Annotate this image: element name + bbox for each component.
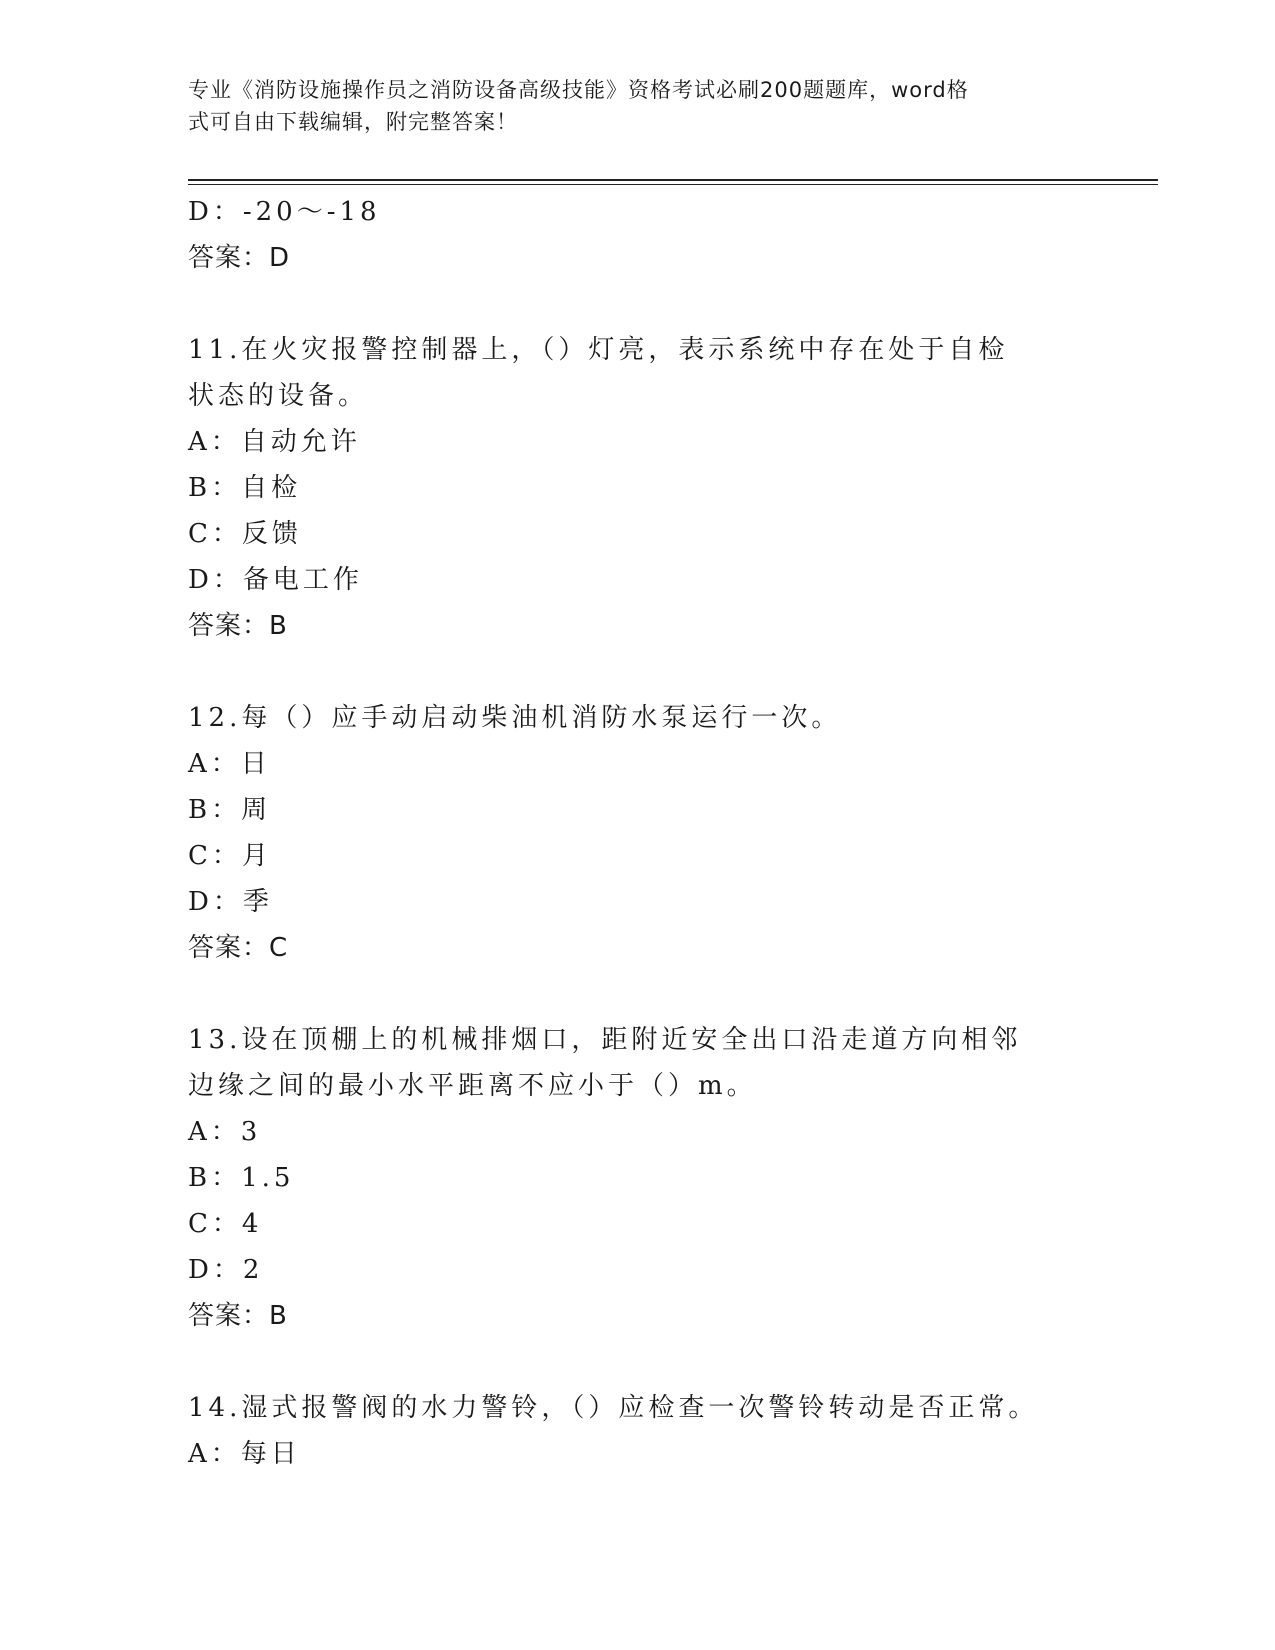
header-title-line-1: 专业《消防设施操作员之消防设备高级技能》资格考试必刷200题题库，word格 [188, 78, 969, 102]
answer: 答案：B [188, 611, 288, 641]
option-c: C：月 [188, 841, 272, 871]
option-b: B：周 [188, 795, 272, 825]
option-a: A：3 [188, 1117, 262, 1147]
question-12 [188, 695, 1088, 971]
option-c: C：4 [188, 1209, 263, 1239]
document-header [188, 74, 1088, 138]
spacer [188, 649, 1088, 695]
header-title-line-2: 式可自由下载编辑，附完整答案！ [188, 110, 518, 134]
question-13 [188, 1017, 1088, 1339]
spacer [188, 1339, 1088, 1385]
prev-question-option-d: D：-20～-18 [188, 197, 381, 227]
question-stem: 12.每（）应手动启动柴油机消防水泵运行一次。 [188, 703, 842, 733]
spacer [188, 971, 1088, 1017]
question-content [188, 189, 1088, 1477]
option-a: A：日 [188, 749, 271, 779]
answer: 答案：C [188, 933, 289, 963]
answer: 答案：B [188, 1301, 288, 1331]
header-divider-thin [188, 184, 1158, 185]
question-stem: 14.湿式报警阀的水力警铃，（）应检查一次警铃转动是否正常。 [188, 1393, 1039, 1423]
option-b: B：1.5 [188, 1163, 295, 1193]
option-a: A：每日 [188, 1439, 301, 1469]
option-a: A：自动允许 [188, 427, 361, 457]
option-d: D：2 [188, 1255, 264, 1285]
option-b: B：自检 [188, 473, 302, 503]
option-d: D：季 [188, 887, 273, 917]
question-stem: 11.在火灾报警控制器上，（）灯亮，表示系统中存在处于自检状态的设备。 [188, 335, 1009, 411]
header-divider-thick [188, 179, 1158, 181]
question-11 [188, 327, 1088, 649]
option-c: C：反馈 [188, 519, 302, 549]
question-stem: 13.设在顶棚上的机械排烟口，距附近安全出口沿走道方向相邻边缘之间的最小水平距离不应小于（）m。 [188, 1025, 1022, 1101]
prev-question-answer: 答案：D [188, 243, 291, 273]
spacer [188, 281, 1088, 327]
option-d: D：备电工作 [188, 565, 363, 595]
question-14 [188, 1385, 1088, 1477]
